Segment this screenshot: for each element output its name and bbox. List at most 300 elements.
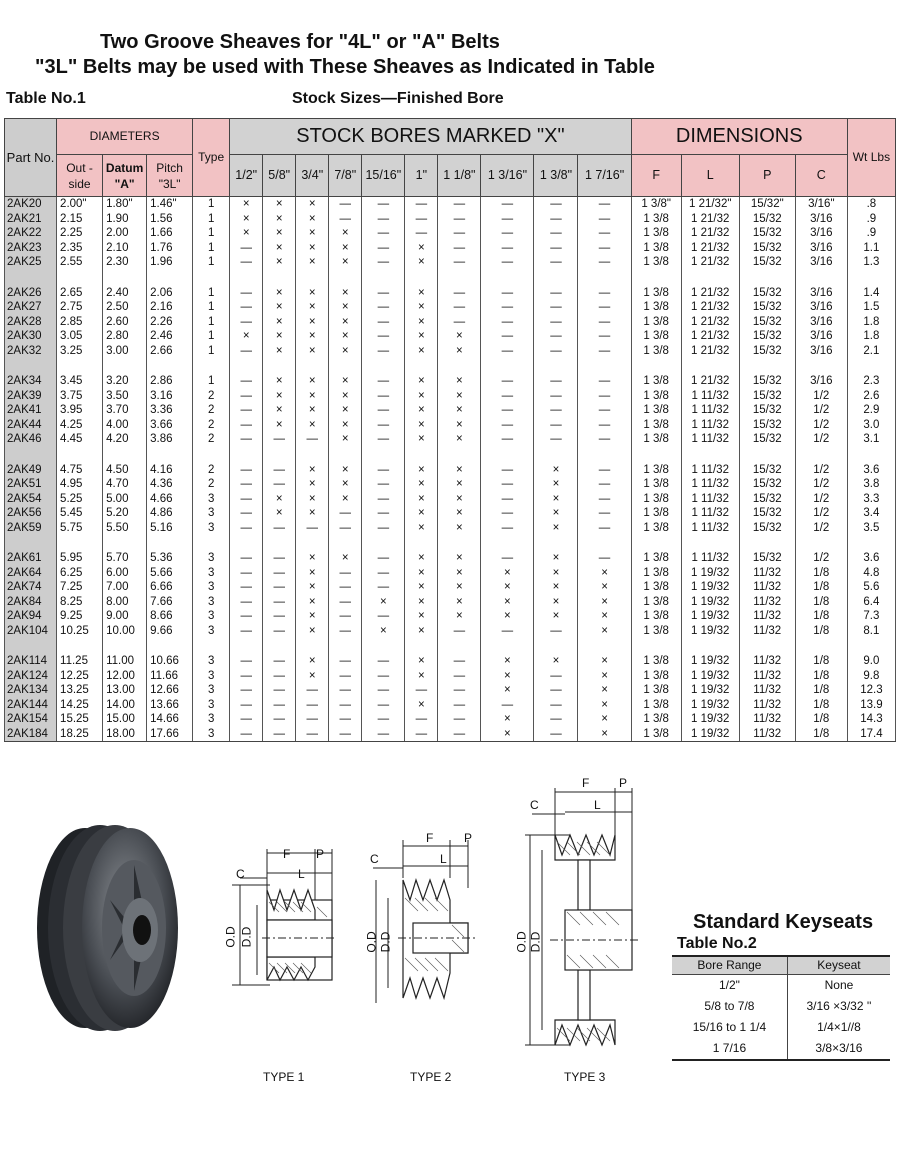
header-bore-3-4: 3/4" [296,155,329,197]
table-cell: — [534,212,578,227]
type3-label-f: F [582,776,590,790]
separator-cell [578,447,631,463]
table-cell: — [481,226,534,241]
keyseat-cell: 3/8×3/16 [787,1038,890,1060]
table-cell: 1 3/8 [631,580,681,595]
table-cell: 3.70 [103,403,147,418]
table-row [5,226,896,241]
separator-cell [362,270,405,286]
table-cell: 3.75 [57,389,103,404]
table-cell: 15/32 [739,300,795,315]
table-cell: 1/8 [795,566,847,581]
separator-cell [329,638,362,654]
table-cell: — [296,432,329,447]
separator-cell [193,638,230,654]
table-cell: × [578,580,631,595]
table-cell: — [362,477,405,492]
bore-range-cell: 15/16 to 1 1/4 [672,1017,787,1038]
sheave-photo [30,820,180,1035]
table-cell: — [362,241,405,256]
table-cell: — [230,712,263,727]
table-cell: × [405,374,438,389]
type3-drawing [510,780,640,1060]
table-cell: 3.8 [847,477,895,492]
table-cell: — [329,712,362,727]
header-bore-1-2: 1/2" [230,155,263,197]
table-cell: × [578,727,631,742]
table-cell: — [534,286,578,301]
table-cell: 2.9 [847,403,895,418]
table-cell: — [263,521,296,536]
table-cell: — [362,300,405,315]
table-cell: 2.40 [103,286,147,301]
separator-cell [631,270,681,286]
table-row [5,418,896,433]
table-cell: × [405,654,438,669]
table-cell: — [263,609,296,624]
table-cell: × [263,255,296,270]
table-cell: 14.25 [57,698,103,713]
table-cell: × [405,566,438,581]
part-number-cell: 2AK104 [5,624,57,639]
table-cell: 3 [193,521,230,536]
table-cell: 2.15 [57,212,103,227]
table-cell: 3 [193,654,230,669]
table-cell: 4.25 [57,418,103,433]
table-cell: — [534,241,578,256]
table-row [5,566,896,581]
table-cell: 1 3/8 [631,566,681,581]
table-row [5,241,896,256]
table-cell: 1 [193,286,230,301]
separator-cell [438,270,481,286]
table-cell: × [534,654,578,669]
table-cell: 6.4 [847,595,895,610]
table-cell: — [481,329,534,344]
table-cell: 1 3/8 [631,506,681,521]
separator-cell [534,358,578,374]
table-cell: — [438,226,481,241]
table-cell: — [362,712,405,727]
table-cell: 1.66 [147,226,193,241]
table-cell: — [230,432,263,447]
table-cell: — [230,580,263,595]
header-pitch: Pitch "3L" [147,155,193,197]
table-cell: 3 [193,683,230,698]
table-cell: 1 3/8 [631,344,681,359]
row-separator [5,638,896,654]
separator-cell [405,447,438,463]
part-number-cell: 2AK134 [5,683,57,698]
table-cell: × [534,477,578,492]
separator-cell [631,358,681,374]
header-bore-7-8: 7/8" [329,155,362,197]
table-cell: — [230,389,263,404]
header-bore-1: 1" [405,155,438,197]
table-cell: × [578,669,631,684]
table-cell: × [296,654,329,669]
separator-cell [534,535,578,551]
table-cell: × [405,580,438,595]
table-cell: × [329,344,362,359]
separator-cell [681,447,739,463]
table-cell: × [405,551,438,566]
table-cell: 15/32 [739,418,795,433]
table-cell: .8 [847,197,895,212]
table-cell: 4.45 [57,432,103,447]
separator-cell [481,535,534,551]
separator-cell [795,270,847,286]
table-cell: × [405,329,438,344]
table-cell: 1.76 [147,241,193,256]
table-cell: 1 3/8 [631,329,681,344]
table-cell: 1 3/8 [631,403,681,418]
table-cell: 1 3/8 [631,300,681,315]
keyseat-row [672,1038,890,1060]
table-cell: 18.00 [103,727,147,742]
table-row [5,669,896,684]
header-bore-1-3-8: 1 3/8" [534,155,578,197]
table-cell: 1 3/8 [631,477,681,492]
type1-caption: TYPE 1 [263,1070,305,1084]
table-cell: × [438,506,481,521]
table-cell: — [263,566,296,581]
table-cell: × [481,712,534,727]
table-cell: × [534,609,578,624]
separator-cell [362,638,405,654]
table-cell: × [438,551,481,566]
table-cell: 3.6 [847,463,895,478]
table-cell: — [296,712,329,727]
table-cell: × [296,566,329,581]
keyseat-row [672,1017,890,1038]
table-cell: — [230,609,263,624]
table-cell: — [362,197,405,212]
table-cell: 3 [193,595,230,610]
table-cell: × [263,329,296,344]
separator-cell [103,358,147,374]
separator-cell [795,358,847,374]
table-cell: × [362,624,405,639]
table-cell: — [329,506,362,521]
separator-cell [681,270,739,286]
type2-caption: TYPE 2 [410,1070,452,1084]
table-cell: — [230,551,263,566]
separator-cell [296,358,329,374]
table-cell: .9 [847,226,895,241]
table-cell: × [296,595,329,610]
table-cell: — [362,389,405,404]
separator-cell [481,638,534,654]
table-cell: — [362,654,405,669]
table-cell: × [405,344,438,359]
table-cell: — [578,300,631,315]
separator-cell [578,358,631,374]
header-dim-l: L [681,155,739,197]
table-cell: × [296,374,329,389]
separator-cell [847,447,895,463]
table-cell: 1 21/32 [681,329,739,344]
table-cell: × [296,418,329,433]
table-cell: 7.25 [57,580,103,595]
separator-cell [438,447,481,463]
table-cell: — [438,255,481,270]
table-cell: × [329,329,362,344]
table-row [5,683,896,698]
table-cell: — [534,344,578,359]
table-cell: × [534,463,578,478]
table-cell: 5.75 [57,521,103,536]
table-cell: — [578,432,631,447]
separator-cell [230,638,263,654]
table-cell: — [362,609,405,624]
table-cell: 15/32 [739,226,795,241]
separator-cell [57,270,103,286]
table-cell: — [481,255,534,270]
separator-cell [362,535,405,551]
separator-cell [263,535,296,551]
table-cell: 2.75 [57,300,103,315]
table-cell: 3/16 [795,286,847,301]
table-cell: 1 21/32 [681,255,739,270]
part-number-cell: 2AK32 [5,344,57,359]
table-cell: 3/16 [795,300,847,315]
table-cell: — [578,255,631,270]
separator-cell [329,535,362,551]
separator-cell [57,358,103,374]
separator-cell [847,638,895,654]
table-cell: 2.80 [103,329,147,344]
table-cell: 11/32 [739,595,795,610]
table-cell: — [534,403,578,418]
type1-label-p: P [316,847,325,861]
table-row [5,551,896,566]
table-cell: 1 [193,255,230,270]
table-cell: × [296,329,329,344]
table-cell: — [362,551,405,566]
table-cell: 3.16 [147,389,193,404]
part-number-cell: 2AK51 [5,477,57,492]
table-cell: × [296,286,329,301]
table-cell: 1/2 [795,463,847,478]
part-number-cell: 2AK22 [5,226,57,241]
separator-cell [795,447,847,463]
table-cell: 1 3/8 [631,654,681,669]
header-bore-1-7-16: 1 7/16" [578,155,631,197]
table-cell: — [481,551,534,566]
table-cell: — [534,727,578,742]
separator-cell [296,638,329,654]
table-cell: 1 3/8 [631,712,681,727]
table-cell: × [578,698,631,713]
part-number-cell: 2AK21 [5,212,57,227]
table-cell: 1 [193,315,230,330]
table-cell: — [230,477,263,492]
table-cell: — [481,521,534,536]
table-cell: 1 19/32 [681,712,739,727]
table-cell: × [263,506,296,521]
table-cell: 1 19/32 [681,624,739,639]
table-cell: — [362,463,405,478]
table-cell: 1.5 [847,300,895,315]
table-cell: × [230,226,263,241]
table-cell: 4.20 [103,432,147,447]
type1-label-od: O.D [223,926,238,948]
table-cell: × [578,654,631,669]
table-cell: 2 [193,418,230,433]
part-number-cell: 2AK41 [5,403,57,418]
table-cell: 1.96 [147,255,193,270]
table-cell: × [263,212,296,227]
table-cell: — [481,418,534,433]
table-cell: 3.66 [147,418,193,433]
table-cell: × [438,403,481,418]
table-cell: × [481,669,534,684]
table-cell: 1 [193,197,230,212]
table-cell: 2 [193,403,230,418]
table-cell: 1 19/32 [681,580,739,595]
table-cell: 2.30 [103,255,147,270]
part-number-cell: 2AK144 [5,698,57,713]
table-cell: × [329,286,362,301]
table-cell: 1 11/32 [681,551,739,566]
table-cell: × [230,197,263,212]
table1-subtitle: Stock Sizes—Finished Bore [292,90,504,107]
table-cell: 1 [193,212,230,227]
table-row [5,492,896,507]
table-cell: — [329,669,362,684]
table-cell: 2.60 [103,315,147,330]
table-cell: × [405,521,438,536]
type1-label-l: L [298,867,305,881]
table-cell: — [578,329,631,344]
table-cell: × [534,506,578,521]
separator-cell [5,535,57,551]
table-cell: — [230,683,263,698]
separator-cell [795,638,847,654]
table-cell: 1 [193,344,230,359]
row-separator [5,535,896,551]
table-cell: 3.36 [147,403,193,418]
table-cell: 11/32 [739,609,795,624]
separator-cell [193,447,230,463]
table-cell: 1 11/32 [681,492,739,507]
table-cell: 12.00 [103,669,147,684]
separator-cell [230,447,263,463]
table-cell: 14.66 [147,712,193,727]
table-cell: 18.25 [57,727,103,742]
table-cell: × [230,212,263,227]
table-cell: 13.66 [147,698,193,713]
table-cell: — [481,197,534,212]
table-cell: — [534,374,578,389]
table-cell: × [438,344,481,359]
table-cell: 1 [193,329,230,344]
separator-cell [739,270,795,286]
table-cell: × [263,403,296,418]
table-cell: × [481,595,534,610]
table-cell: × [329,403,362,418]
header-bore-1-1-8: 1 1/8" [438,155,481,197]
row-separator [5,358,896,374]
type2-label-p: P [464,831,473,845]
table-cell: × [329,226,362,241]
separator-cell [362,447,405,463]
table-cell: 15/32" [739,197,795,212]
part-number-cell: 2AK124 [5,669,57,684]
table-cell: .9 [847,212,895,227]
table-cell: 11/32 [739,654,795,669]
table-cell: 1 3/8 [631,418,681,433]
table-cell: — [481,344,534,359]
separator-cell [405,358,438,374]
table-row [5,595,896,610]
separator-cell [329,358,362,374]
table-cell: — [362,492,405,507]
table-cell: — [230,521,263,536]
table-cell: × [263,197,296,212]
table-cell: 13.25 [57,683,103,698]
table-cell: 4.95 [57,477,103,492]
separator-cell [578,535,631,551]
separator-cell [438,638,481,654]
header-dim-p: P [739,155,795,197]
table-cell: 3 [193,566,230,581]
table-cell: — [534,389,578,404]
table-cell: — [578,226,631,241]
table-cell: 1 3/8 [631,492,681,507]
table-cell: × [296,255,329,270]
table-cell: × [405,669,438,684]
table-cell: 4.75 [57,463,103,478]
table-cell: 2 [193,389,230,404]
keyseat-row [672,996,890,1017]
table-cell: 11.00 [103,654,147,669]
table-cell: — [230,698,263,713]
table-cell: — [362,329,405,344]
table-cell: — [481,506,534,521]
table-cell: 1 21/32 [681,286,739,301]
table-cell: 1.8 [847,329,895,344]
table-cell: 1/8 [795,595,847,610]
part-number-cell: 2AK46 [5,432,57,447]
table-cell: 1/8 [795,712,847,727]
table-cell: 1 19/32 [681,669,739,684]
separator-cell [681,358,739,374]
table-cell: — [534,255,578,270]
table-row [5,286,896,301]
table-cell: 9.25 [57,609,103,624]
table-cell: × [438,477,481,492]
table-cell: — [438,698,481,713]
table-cell: — [263,669,296,684]
table-cell: — [329,698,362,713]
separator-cell [193,358,230,374]
separator-cell [57,535,103,551]
table-cell: 1/2 [795,418,847,433]
table-cell: 1/2 [795,477,847,492]
table-cell: — [438,286,481,301]
table-cell: 3.50 [103,389,147,404]
table-cell: 4.00 [103,418,147,433]
table-cell: 3.25 [57,344,103,359]
table-cell: × [296,403,329,418]
table-cell: × [438,595,481,610]
table-cell: — [578,389,631,404]
type2-label-f: F [426,831,434,845]
table-cell: 11/32 [739,669,795,684]
table-cell: × [296,477,329,492]
